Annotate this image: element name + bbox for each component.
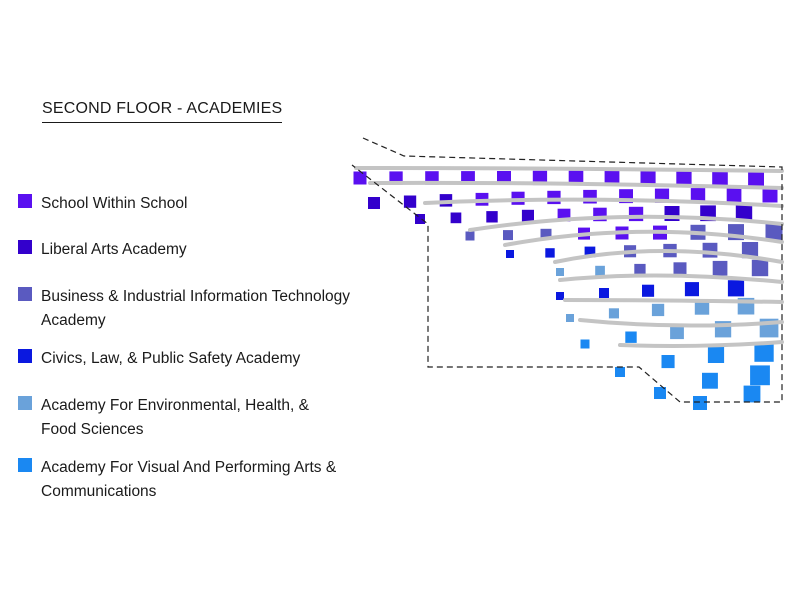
checker-tile xyxy=(599,288,609,298)
checker-tile xyxy=(566,314,574,322)
checker-tile xyxy=(750,365,770,385)
checker-tile xyxy=(685,282,699,296)
checker-tile xyxy=(676,170,691,185)
checker-tile xyxy=(702,373,718,389)
checker-pattern xyxy=(354,170,783,410)
page-title: SECOND FLOOR - ACADEMIES xyxy=(42,100,282,123)
corridor-band xyxy=(356,168,782,171)
checker-tile xyxy=(486,211,497,222)
legend-label: Liberal Arts Academy xyxy=(41,241,187,258)
checker-tile xyxy=(595,266,605,276)
checker-tile xyxy=(752,260,768,276)
checker-tile xyxy=(728,280,744,296)
checker-tile xyxy=(615,367,625,377)
checker-tile xyxy=(625,332,636,343)
checker-tile xyxy=(712,170,728,186)
checker-tile xyxy=(713,261,728,276)
checker-tile xyxy=(703,243,718,258)
checker-tile xyxy=(547,191,560,204)
checker-tile xyxy=(652,304,664,316)
checker-tile xyxy=(354,172,367,185)
checker-tile xyxy=(708,347,724,363)
legend-label: Academy For Environmental, Health, & Food Sciences xyxy=(41,397,309,438)
checker-tile xyxy=(556,268,564,276)
checker-tile xyxy=(674,262,687,275)
corridor-band xyxy=(580,320,782,326)
corridor-band xyxy=(565,300,782,302)
checker-tile xyxy=(629,207,643,221)
legend-label: School Within School xyxy=(41,195,188,212)
legend-label: Business & Industrial Information Technology Academy xyxy=(41,288,351,329)
checker-tile xyxy=(634,264,645,275)
checker-tile xyxy=(581,340,590,349)
corridor-band xyxy=(560,275,782,282)
corridor-band xyxy=(620,342,782,346)
checker-tile xyxy=(662,355,675,368)
checker-tile xyxy=(727,188,742,203)
checker-tile xyxy=(522,210,534,222)
legend-label: Civics, Law, & Public Safety Academy xyxy=(41,350,301,367)
checker-tile xyxy=(368,197,380,209)
checker-tile xyxy=(503,230,513,240)
checker-tile xyxy=(451,213,462,224)
checker-tile xyxy=(744,386,761,403)
legend-label: Academy For Visual And Performing Arts & Communications xyxy=(41,459,337,500)
checker-tile xyxy=(466,232,475,241)
checker-tile xyxy=(506,250,514,258)
checker-tile xyxy=(609,308,619,318)
checker-tile xyxy=(693,396,707,410)
checker-tile xyxy=(556,292,564,300)
checker-tile xyxy=(642,285,654,297)
checker-tile xyxy=(545,248,554,257)
checker-tile xyxy=(404,196,416,208)
